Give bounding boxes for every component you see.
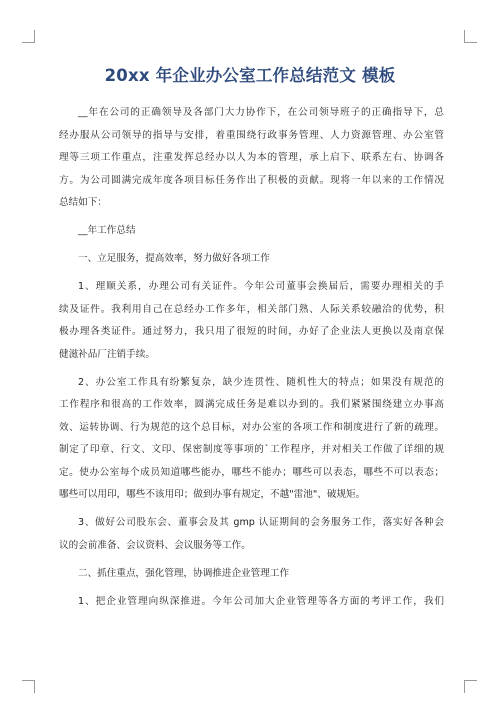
paragraph-item-2-1	[59, 591, 444, 614]
paragraph-subheading	[59, 220, 444, 243]
text-line: 1、把企业管理向纵深推进。今年公司加大企业管理等各方面的考评工作，我们	[78, 595, 444, 607]
document-title: 20xx 年企业办公室工作总结范文 模板	[104, 66, 396, 85]
text-line: 制定了印章、行文、文印、保密制度等事项的`工作程序，并对相关工作做了详细的规	[59, 444, 444, 455]
text-line: 2、办公室工作具有纷繁复杂，缺少连贯性、随机性大的特点；如果没有规范的	[78, 376, 444, 388]
section-heading: __年工作总结	[78, 225, 136, 236]
text-line: __年在公司的正确领导及各部门大力协作下，在公司领导班子的正确指导下，总	[78, 107, 444, 118]
text-line: 方。为公司圆满完成年度各项目标任务作出了积极的贡献。现将一年以来的工作情况	[59, 174, 444, 186]
text-line: 续及证件。我利用自己在总经办工作多年，相关部门熟、人际关系较融洽的优势，积	[59, 303, 444, 315]
text-line: 议的会前准备、会议资料、会议服务等工作。	[59, 539, 251, 551]
section-heading: 二、抓住重点，强化管理，协调推进企业管理工作	[78, 567, 290, 579]
paragraph-intro	[59, 102, 444, 215]
page-corner-mark-bottom-right	[464, 680, 477, 693]
text-line: 健滋补品厂注销手续。	[59, 348, 155, 360]
text-line: 哪些可以用印，哪些不该用印；做到办事有规定，不越"雷池"、破规矩。	[59, 489, 366, 500]
text-line: 理等三项工作重点，注重发挥总经办以人为本的管理，承上启下、联系左右、协调各	[59, 152, 444, 163]
text-line: 效、运转协调、行为规范的这个总目标，对办公室的各项工作和制度进行了新的疏理。	[59, 421, 444, 433]
page-corner-mark-top-left	[22, 30, 35, 43]
document-body	[59, 102, 444, 613]
text-line: 总结如下：	[59, 197, 107, 208]
text-line: 工作程序和很高的工作效率，圆满完成任务是难以办到的。我们紧紧围绕建立办事高	[59, 399, 444, 410]
text-line: 1、理顺关系，办理公司有关证件。今年公司董事会换届后，需要办理相关的手	[78, 281, 444, 292]
paragraph-item-3	[59, 512, 444, 557]
text-line: 极办理各类证件。通过努力，我只用了很短的时间，办好了企业法人更换以及南京保	[59, 326, 444, 337]
paragraph-item-2	[59, 372, 444, 507]
text-line: 经办服从公司领导的指导与安排，着重围绕行政事务管理、人力资源管理、办公室管	[59, 129, 444, 141]
page-corner-mark-top-right	[464, 30, 477, 43]
paragraph-item-1	[59, 276, 444, 366]
text-line: 定。使办公室每个成员知道哪些能办，哪些不能办；哪些可以表态，哪些不可以表态；	[59, 466, 444, 478]
text-line: 3、做好公司股东会、董事会及其 gmp 认证期间的会务服务工作，落实好各种会	[78, 517, 444, 528]
paragraph-section-one	[59, 248, 444, 271]
page-corner-mark-bottom-left	[22, 680, 35, 693]
paragraph-section-two	[59, 563, 444, 586]
section-heading: 一、立足服务，提高效率，努力做好各项工作	[78, 253, 270, 264]
